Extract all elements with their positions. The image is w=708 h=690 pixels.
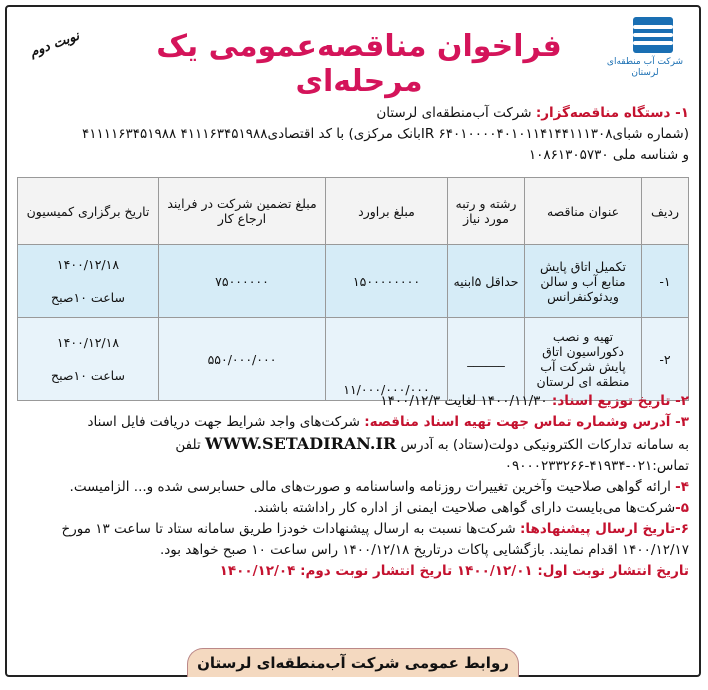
water-wave-icon — [633, 17, 673, 53]
item2-label: ۲- تاریخ توزیع اسناد: — [551, 393, 689, 409]
col-header: مبلغ تضمین شرکت در فرایند ارجاع کار — [159, 178, 326, 245]
col-header: مبلغ براورد — [326, 178, 448, 245]
intro — [17, 103, 689, 166]
item6-label: ۶-تاریخ ارسال پیشنهادها: — [520, 521, 689, 537]
item5-value: شرکت‌ها می‌بایست دارای گواهی صلاحیت ایمنی از اداره کار راداشته باشند. — [253, 500, 676, 516]
required-grade: حداقل ۵ابنیه — [448, 245, 525, 318]
item3-line2-pre: به سامانه تدارکات الکترونیکی دولت(ستاد) به آدرس — [396, 437, 689, 453]
col-header: ردیف — [642, 178, 689, 245]
national-id-line: و شناسه ملی ۱۰۸۶۱۳۰۵۷۳۰ — [528, 147, 689, 163]
table-row — [18, 318, 689, 401]
commission-time: ساعت ۱۰صبح — [51, 290, 125, 305]
commission-date: ۱۴۰۰/۱۲/۱۸ — [56, 257, 120, 272]
guarantee-amount: ۷۵۰۰۰۰۰۰ — [159, 245, 326, 318]
footer-banner: روابط عمومی شرکت آب‌منطقه‌ای لرستان — [187, 648, 519, 677]
commission-date: ۱۴۰۰/۱۲/۱۸ — [56, 335, 120, 350]
item1-label: ۱- دستگاه مناقصه‌گزار: — [535, 105, 689, 121]
item4-label: ۴- — [675, 479, 689, 495]
tender-title: تهیه و نصب دکوراسیون اتاق پایش شرکت آب منطقه ای لرستان — [525, 318, 642, 401]
header — [7, 7, 699, 99]
estimate-amount: ۱۵۰۰۰۰۰۰۰۰ — [326, 245, 448, 318]
page-title: فراخوان مناقصه‌عمومی یک مرحله‌ای — [156, 29, 562, 99]
tender-table — [17, 177, 689, 401]
row-number: ۲- — [642, 318, 689, 401]
item1-value: شرکت آب‌منطقه‌ای لرستان — [376, 105, 536, 121]
items — [17, 391, 689, 582]
company-logo — [605, 17, 685, 87]
commission-date-cell — [18, 245, 159, 318]
item4-value: ارائه گواهی صلاحیت وآخرین تغییرات روزنامه واساسنامه و صورت‌های مالی حسابرسی شده و... الزامیست. — [69, 479, 676, 495]
table-header-row — [18, 178, 689, 245]
required-grade: ______ — [448, 318, 525, 401]
commission-time: ساعت ۱۰صبح — [51, 368, 125, 383]
item3-label: ۳- آدرس وشماره تماس جهت تهیه اسناد مناقصه: — [364, 414, 689, 430]
tender-title: تکمیل اتاق پایش منابع آب و سالن ویدئوکنفرانس — [525, 245, 642, 318]
guarantee-amount: ۵۵۰/۰۰۰/۰۰۰ — [159, 318, 326, 401]
round-badge: نوبت دوم — [27, 28, 82, 61]
col-header: رشته و رتبه مورد نیاز — [448, 178, 525, 245]
col-header: عنوان مناقصه — [525, 178, 642, 245]
row-number: ۱- — [642, 245, 689, 318]
table-row — [18, 245, 689, 318]
shaba-line: (شماره شبای۶۴۰۱۰۰۰۰۴۰۱۰۱۱۴۱۴۴۱۱۱۳۰۸ IRبانک مرکزی) با کد اقتصادی۴۱۱۱۶۳۴۵۱۹۸۸ ۴۱۱۱۱۶۳۴۵۱۹۸۸ — [81, 126, 689, 142]
publish-dates: تاریخ انتشار نوبت اول: ۱۴۰۰/۱۲/۰۱ تاریخ انتشار نوبت دوم: ۱۴۰۰/۱۲/۰۴ — [219, 563, 689, 579]
item5-label: ۵- — [675, 500, 689, 516]
logo-text: شرکت آب منطقه‌ای لرستان — [606, 57, 684, 78]
notice-frame — [5, 5, 701, 677]
item3-value: شرکت‌های واجد شرایط جهت دریافت فایل اسناد — [87, 414, 365, 430]
setadiran-link[interactable]: WWW.SETADIRAN.IR — [205, 434, 397, 453]
item2-value: ۱۴۰۰/۱۱/۳۰ لغایت ۱۴۰۰/۱۲/۳ — [380, 393, 552, 409]
estimate-amount: ۱۱/۰۰۰/۰۰۰/۰۰۰ — [326, 318, 448, 401]
item3-phone: تماس:۰۲۱-۴۱۹۳۴-۰۹۰۰۰۲۳۳۲۶۶ — [504, 458, 689, 474]
item6-value: شرکت‌ها نسبت به ارسال پیشنهادات خودزا طریق سامانه ستاد تا ساعت ۱۳ مورخ ۱۴۰۰/۱۲/۱۷ اقدام نمایند. بازگشایی پاکات درتاریخ ۱۴۰۰/۱۲/۱۸ راس ساعت ۱۰ صبح خواهد بود. — [61, 521, 689, 558]
item3-line2-post: تلفن — [175, 437, 206, 453]
col-header: تاریخ برگزاری کمیسیون — [18, 178, 159, 245]
commission-date-cell — [18, 318, 159, 401]
